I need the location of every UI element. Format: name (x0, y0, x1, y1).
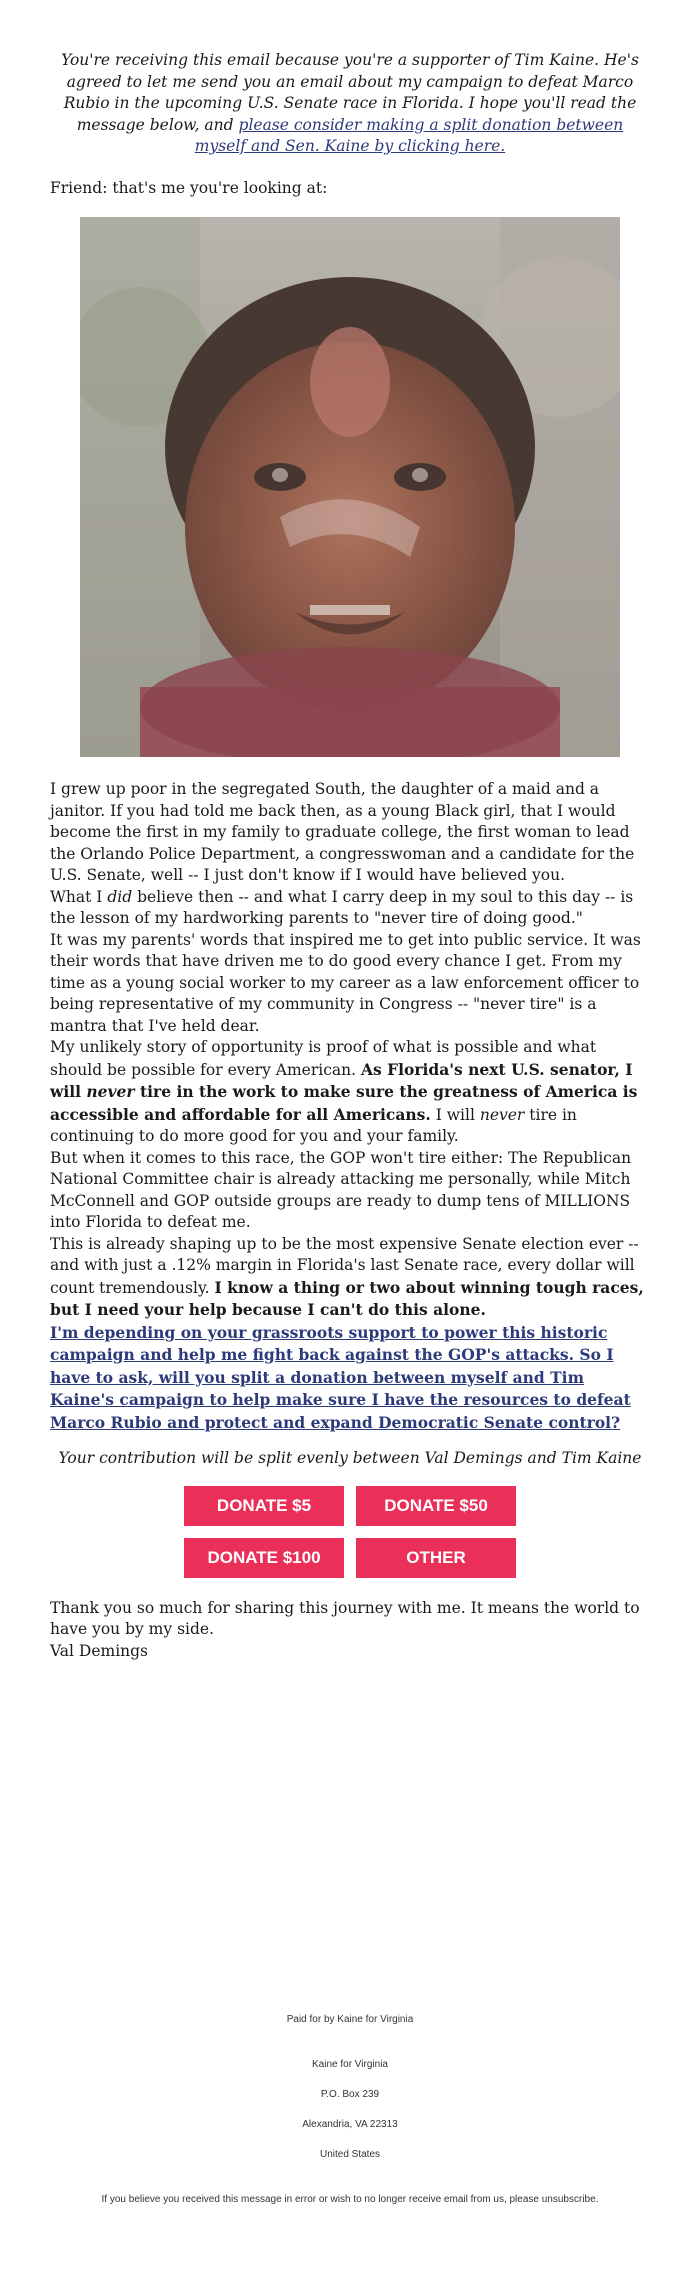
p4-bold-b: tire in the work to make sure the greatness of America is accessible and affordable for all Americans. (50, 1082, 638, 1124)
email-body (50, 50, 650, 1662)
split-donation-link[interactable]: please consider making a split donation between myself and Sen. Kaine by clicking here. (194, 115, 624, 155)
p4-text-c: I will (430, 1105, 480, 1124)
thanks-paragraph: Thank you so much for sharing this journey with me. It means the world to have you by my side. (50, 1598, 640, 1638)
footer-po-box: P.O. Box 239 (320, 2089, 380, 2100)
p6-bold: I know a thing or two about winning tough races, but I need your help because I can't do this alone. (50, 1277, 644, 1319)
unsubscribe-note[interactable]: If you believe you received this message in error or wish to no longer receive email from us, please unsubscribe. (101, 2194, 599, 2205)
greeting: Friend: that's me you're looking at: (50, 178, 328, 197)
donate-other-button[interactable]: OTHER (356, 1538, 516, 1578)
footer-city: Alexandria, VA 22313 (302, 2119, 398, 2130)
story-paragraph-4 (50, 1037, 650, 1148)
story-paragraph-5: But when it comes to this race, the GOP won't tire either: The Republican National Committee chair is already attacking me personally, while Mitch McConnell and GOP outside groups are ready to dump tens of MILLIONS into Florida to defeat me. (50, 1148, 632, 1231)
donation-cta-link[interactable]: I'm depending on your grassroots support to power this historic campaign and help me fight back against the GOP's attacks. So I have to ask, will you split a donation between myself and Tim Kaine's campaign to help make sure I have the resources to defeat Marco Rubio and protect and expand Democratic Senate control? (50, 1322, 631, 1432)
intro-text: You're receiving this email because you're a supporter of Tim Kaine. He's agreed to let me send you an email about my campaign to defeat Marco Rubio in the upcoming U.S. Senate race in Florida. I hope you'll read the message below, and (61, 51, 639, 134)
p2-emphasis: did (107, 887, 133, 906)
p2-text-a: What I (50, 887, 108, 906)
donate-50-button[interactable]: DONATE $50 (356, 1486, 516, 1526)
story-paragraph-6 (50, 1234, 650, 1322)
portrait-image (80, 217, 620, 757)
p4-bold-emphasis: never (86, 1082, 135, 1101)
p4-text-a: My unlikely story of opportunity is proof of what is possible and what should be possible for every American. (50, 1038, 597, 1079)
split-note: Your contribution will be split evenly between Val Demings and Tim Kaine (58, 1449, 642, 1467)
donate-5-button[interactable]: DONATE $5 (184, 1486, 344, 1526)
cta-paragraph (50, 1322, 650, 1435)
paid-for-disclaimer: Paid for by Kaine for Virginia (286, 2014, 414, 2025)
p4-bold-a: As Florida's next U.S. senator, I will (50, 1059, 633, 1101)
p6-text: This is already shaping up to be the most expensive Senate election ever -- and with just a .12% margin in Florida's last Senate race, every dollar will count tremendously. (50, 1234, 639, 1297)
story-paragraph-3: It was my parents' words that inspired me to get into public service. It was their words that have driven me to do good every chance I get. From my time as a young social worker to my career as a law enforcement officer to being representative of my community in Congress -- "never tire" is a mantra that I've held dear. (50, 930, 641, 1035)
signature: Val Demings (50, 1641, 149, 1660)
story-paragraph-1: I grew up poor in the segregated South, the daughter of a maid and a janitor. If you had told me back then, as a young Black girl, that I would become the first in my family to graduate college, the first woman to lead the Orlando Police Department, a congresswoman and a candidate for the U.S. Senate, well -- I just don't know if I would have believed you. (50, 780, 635, 884)
p4-text-d: tire in continuing to do more good for you and your family. (50, 1105, 577, 1145)
footer-country: United States (319, 2149, 381, 2160)
intro-note (50, 50, 650, 158)
portrait-photo (80, 217, 620, 757)
donate-100-button[interactable]: DONATE $100 (184, 1538, 344, 1578)
donate-button-grid (184, 1486, 516, 1578)
footer-org-name: Kaine for Virginia (312, 2059, 388, 2070)
story-paragraph-2 (50, 887, 650, 930)
p2-text-b: believe then -- and what I carry deep in my soul to this day -- is the lesson of my hardworking parents to "never tire of doing good." (50, 887, 634, 927)
p4-emphasis: never (479, 1105, 525, 1124)
